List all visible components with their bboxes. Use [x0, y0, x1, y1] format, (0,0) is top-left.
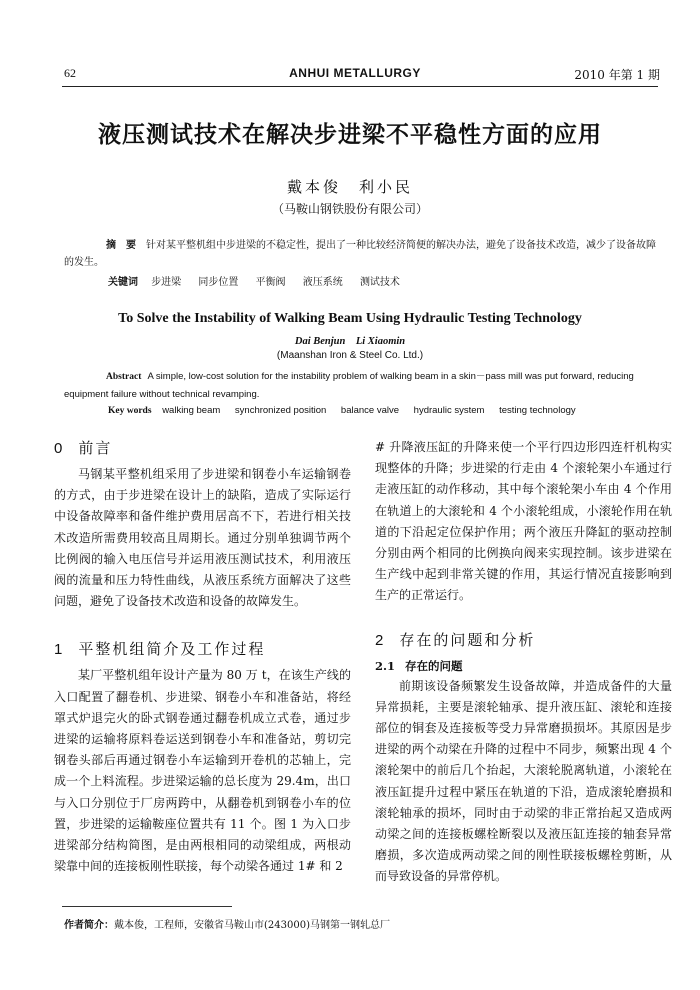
paragraph: 某厂平整机组年设计产量为 80 万 t，在该生产线的入口配置了翻卷机、步进梁、钢卷小车和准备站，将经罩式炉退完火的卧式钢卷通过翻卷机成立式卷，通过步进梁的运输将原料卷运送到钢卷小车和准备站，剪切完钢卷头部后再通过钢卷小车运输到开卷机的芯轴上，完成一个上料流程。步进梁运输的总长度为 29.4m，出口与入口分别位于厂房两跨中，从翻卷机到钢卷小车的位置，步进梁的运输鞍座位置共有 11 个。图 1 为入口步进梁部分结构简图，是由两根相同的动梁组成，两根动梁靠中间的连接板刚性联接，每个动梁各通过 1# 和 2	[54, 668, 351, 874]
english-title: To Solve the Instability of Walking Beam Using Hydraulic Testing Technology	[118, 311, 582, 326]
section-title: 前言	[78, 439, 113, 457]
subsection-number: 2.1	[375, 658, 396, 673]
section-heading-0	[54, 437, 351, 460]
abstract-cn-text: 针对某平整机组中步进梁的不稳定性，提出了一种比较经济简便的解决办法，避免了设备技术改造，减少了设备故障的发生。	[64, 240, 656, 268]
section-heading-1	[54, 638, 351, 661]
paragraph: 马钢某平整机组采用了步进梁和钢卷小车运输钢卷的方式，由于步进梁在设计上的缺陷，造成了实际运行中设备故障率和备件维护费用居高不下，若进行相关技术改造所需费用较高且周期长。通过分别单独调节两个比例阀的输入电压信号并运用液压测试技术，利用液压阀的流量和压力特性曲线，从液压系统方面解决了这些问题，避免了设备技术改造和设备的故障发生。	[54, 467, 351, 609]
abstract-en-label: Abstract	[106, 372, 142, 382]
paper-authors: 戴本俊 利小民	[286, 178, 413, 196]
paragraph-continuation: # 升降液压缸的升降来使一个平行四边形四连杆机构实现整体的升降；步进梁的行走由 4 个滚轮架小车通过行走液压缸的动作移动，其中每个滚轮架小车由 4 个作用在轨道上的大滚轮和 4 个小滚轮组成，小滚轮作用在轨道的下沿起定位保护作用；两个液压升降缸的驱动控制分别由两个相同的比例换向阀来实现控制。该步进梁在生产线中起到非常关键的作用，其运行情况直接影响到生产的正常运行。	[375, 440, 672, 603]
keyword-cn: 平衡阀	[255, 277, 286, 288]
right-column	[375, 437, 672, 888]
keyword-en: walking beam	[162, 405, 221, 416]
keyword-en: hydraulic system	[413, 405, 485, 416]
author-footnote	[64, 916, 658, 931]
paragraph: 前期该设备频繁发生设备故障，并造成备件的大量异常损耗，主要是滚轮轴承、提升液压缸、滚轮和连接部位的铜套及连接板等受力异常磨损损坏。其原因是步进梁的两个动梁在升降的过程中不同步，频繁出现 4 个滚轮架中的前后几个抬起，大滚轮脱离轨道，小滚轮在液压缸提升过程中紧压在轨道的下沿，造成滚轮磨损和滚轮轴承的损坏，同时由于动梁的非正常抬起又造成两动梁之间的连接板螺栓断裂以及液压缸连接的轴套异常磨损，多次造成两动梁之间的刚性联接板螺栓剪断，从而导致设备的异常停机。	[375, 678, 672, 884]
section-title: 平整机组简介及工作过程	[78, 640, 266, 659]
journal-name: ANHUI METALLURGY	[289, 66, 421, 80]
keywords-en	[108, 405, 658, 416]
section-number: 2	[375, 631, 386, 649]
keyword-cn: 同步位置	[198, 277, 239, 288]
section-heading-2	[375, 629, 672, 652]
keyword-en: balance valve	[340, 405, 400, 416]
abstract-en-text: A simple, low-cost solution for the instability problem of walking beam in a skin－pass mill was put forward, reducing equipment failure without technical revamping.	[64, 371, 634, 400]
issue-label: 2010 年第 1 期	[574, 68, 660, 82]
keywords-cn	[108, 273, 658, 288]
abstract-en	[64, 368, 658, 403]
english-authors: Dai Benjun Li Xiaomin	[294, 336, 406, 347]
keywords-cn-label: 关键词	[108, 277, 138, 288]
abstract-cn-label: 摘 要	[106, 240, 136, 251]
keyword-en: synchronized position	[234, 405, 327, 416]
english-affiliation: (Maanshan Iron & Steel Co. Ltd.)	[276, 350, 424, 361]
header-rule	[62, 86, 658, 87]
keyword-cn: 步进梁	[151, 277, 182, 288]
abstract-cn	[64, 237, 658, 271]
keyword-cn: 液压系统	[302, 277, 343, 288]
footnote-rule	[62, 906, 232, 907]
subsection-title: 存在的问题	[405, 658, 463, 673]
paper-title: 液压测试技术在解决步进梁不平稳性方面的应用	[98, 121, 602, 148]
left-column	[54, 437, 351, 877]
page-number: 62	[64, 66, 76, 80]
paper-affiliation: （马鞍山钢铁股份有限公司）	[271, 202, 428, 216]
running-header	[50, 66, 660, 84]
footnote-text: 戴本俊，工程师，安徽省马鞍山市(243000)马钢第一钢轧总厂	[114, 920, 390, 931]
section-number: 0	[54, 440, 65, 457]
footnote-label: 作者简介：	[64, 920, 114, 931]
keyword-cn: 测试技术	[359, 277, 400, 288]
keyword-en: testing technology	[499, 405, 576, 416]
keywords-en-label: Key words	[108, 406, 152, 416]
section-title: 存在的问题和分析	[399, 630, 536, 649]
section-number: 1	[54, 641, 65, 659]
subsection-heading-2-1	[375, 656, 672, 676]
